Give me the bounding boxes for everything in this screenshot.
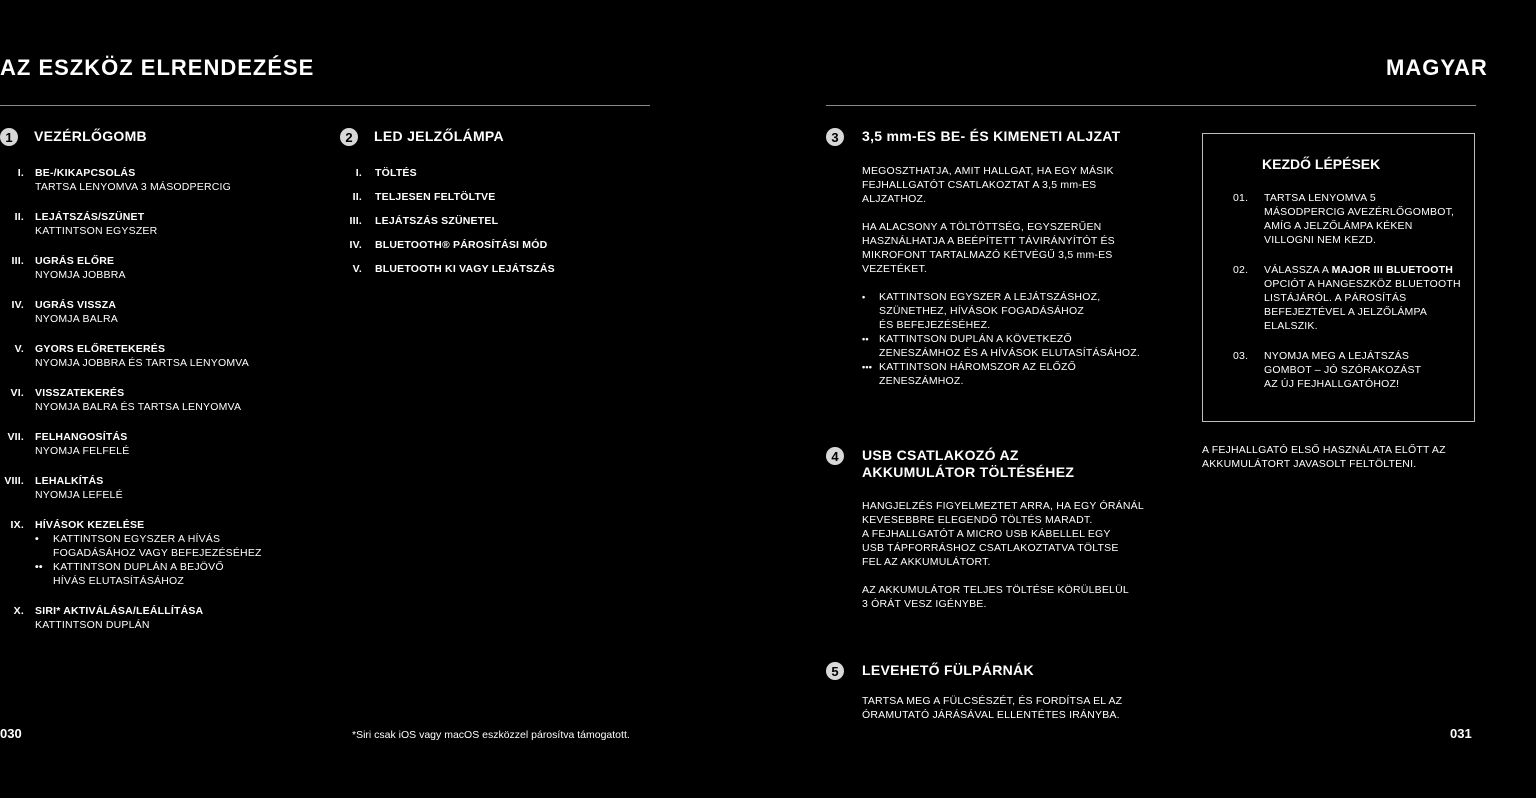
led-item (340, 166, 600, 180)
text-line: TARTSA MEG A FÜLCSÉSZÉT, ÉS FORDÍTSA EL AZ (862, 695, 1123, 707)
getting-started-title: KEZDŐ LÉPÉSEK (1262, 156, 1381, 172)
footnote: *Siri csak iOS vagy macOS eszközzel párosítva támogatott. (352, 729, 630, 741)
text-line: A FEJHALLGATÓT A MICRO USB KÁBELLEL EGY (862, 528, 1111, 540)
bullet-line: SZÜNETHEZ, HÍVÁSOK FOGADÁSÁHOZ (879, 305, 1084, 317)
text-line: USB TÁPFORRÁSHOZ CSATLAKOZTATVA TÖLTSE (862, 542, 1119, 554)
text-line: AZ AKKUMULÁTOR TELJES TÖLTÉSE KÖRÜLBELÜL (862, 584, 1129, 596)
roman-numeral: IV. (349, 239, 362, 251)
bullet-dot: •• (862, 334, 869, 344)
text-line: NYOMJA MEG A LEJÁTSZÁS (1264, 350, 1410, 362)
siri-item (0, 604, 300, 632)
text-line: AKKUMULÁTORT JAVASOLT FELTÖLTENI. (1202, 458, 1417, 470)
text-line: BEFEJEZTÉVEL A JELZŐLÁMPA (1264, 306, 1428, 318)
led-label: TELJESEN FELTÖLTVE (375, 191, 496, 203)
item-title: LEHALKÍTÁS (35, 475, 104, 487)
section-number-5: 5 (826, 662, 844, 680)
step-2 (1203, 263, 1473, 333)
right-page-number: 031 (1450, 726, 1472, 741)
control-item (0, 430, 300, 458)
bullet-line: ZENESZÁMHOZ ÉS A HÍVÁSOK ELUTASÍTÁSÁHOZ. (879, 347, 1141, 359)
charge-note (1202, 443, 1482, 471)
control-item (0, 210, 300, 238)
text-line: ÓRAMUTATÓ JÁRÁSÁVAL ELLENTÉTES IRÁNYBA. (862, 709, 1120, 721)
text-line: LISTÁJÁRÓL. A PÁROSÍTÁS (1264, 292, 1407, 304)
text-line: 3 ÓRÁT VESZ IGÉNYBE. (862, 598, 987, 610)
led-header (340, 128, 600, 146)
jack-bullet (862, 290, 1156, 332)
roman-numeral: I. (355, 167, 362, 179)
step-number: 02. (1233, 264, 1249, 276)
usb-section (826, 447, 1156, 625)
item-title: SIRI* AKTIVÁLÁSA/LEÁLLÍTÁSA (35, 605, 204, 617)
left-page-title: AZ ESZKÖZ ELRENDEZÉSE (0, 55, 315, 80)
led-label: TÖLTÉS (375, 167, 417, 179)
text-line: FEJHALLGATÓT CSATLAKOZTAT A 3,5 mm-ES (862, 179, 1097, 191)
roman-numeral: IV. (11, 299, 24, 311)
text-line (1264, 263, 1473, 277)
bullet-line: KATTINTSON HÁROMSZOR AZ ELŐZŐ (879, 361, 1076, 373)
section-number-4: 4 (826, 447, 844, 465)
roman-numeral: VII. (7, 431, 24, 443)
led-item (340, 262, 600, 276)
item-desc: NYOMJA JOBBRA (35, 269, 126, 281)
bullet-line: KATTINTSON EGYSZER A HÍVÁS (53, 533, 221, 545)
item-desc: NYOMJA FELFELÉ (35, 445, 130, 457)
item-title: GYORS ELŐRETEKERÉS (35, 343, 166, 355)
led-item (340, 214, 600, 228)
text-line: HA ALACSONY A TÖLTÖTTSÉG, EGYSZERŰEN (862, 221, 1102, 233)
item-desc: NYOMJA BALRA (35, 313, 118, 325)
bullet-dot: ••• (862, 362, 873, 372)
text-line: ALJZATHOZ. (862, 193, 927, 205)
text-line: HASZNÁLHATJA A BEÉPÍTETT TÁVIRÁNYÍTÓT ÉS (862, 235, 1115, 247)
roman-numeral: I. (17, 167, 24, 179)
bullet-line: HÍVÁS ELUTASÍTÁSÁHOZ (53, 575, 184, 587)
text-line: AZ ÚJ FEJHALLGATÓHOZ! (1264, 378, 1400, 390)
control-header (0, 128, 300, 146)
bullet-line: KATTINTSON EGYSZER A LEJÁTSZÁSHOZ, (879, 291, 1101, 303)
jack-paragraph-1 (862, 164, 1156, 206)
bullet-line: KATTINTSON DUPLÁN A KÖVETKEZŐ (879, 333, 1072, 345)
text-line: VEZETÉKET. (862, 263, 928, 275)
item-title: BE-/KIKAPCSOLÁS (35, 167, 136, 179)
text-line: MIKROFONT TARTALMAZÓ KÉTVÉGŰ 3,5 mm-ES (862, 249, 1113, 261)
led-label: BLUETOOTH® PÁROSÍTÁSI MÓD (375, 239, 548, 251)
step-3 (1203, 349, 1473, 391)
text-line: A FEJHALLGATÓ ELSŐ HASZNÁLATA ELŐTT AZ (1202, 444, 1446, 456)
step-number: 03. (1233, 350, 1249, 362)
cushions-paragraph (826, 694, 1156, 722)
control-item (0, 474, 300, 502)
jack-title: 3,5 mm-ES BE- ÉS KIMENETI ALJZAT (862, 128, 1121, 144)
control-item (0, 298, 300, 326)
cushions-section (826, 662, 1156, 722)
usb-paragraph-1 (862, 499, 1156, 569)
item-title: UGRÁS VISSZA (35, 299, 117, 311)
text-line: ELALSZIK. (1264, 320, 1318, 332)
item-desc: KATTINTSON DUPLÁN (35, 619, 150, 631)
cushions-header (826, 662, 1156, 680)
text-line: KEVESEBBRE ELEGENDŐ TÖLTÉS MARADT. (862, 514, 1093, 526)
bullet-dot: • (862, 292, 866, 302)
text-line: MEGOSZTHATJA, AMIT HALLGAT, HA EGY MÁSIK (862, 165, 1114, 177)
text-line: MÁSODPERCIG AVEZÉRLŐGOMBOT, (1264, 206, 1455, 218)
roman-numeral: III. (11, 255, 24, 267)
section-number-3: 3 (826, 128, 844, 146)
item-desc: NYOMJA BALRA ÉS TARTSA LENYOMVA (35, 401, 242, 413)
roman-numeral: IX. (10, 519, 24, 531)
bullet-line: KATTINTSON DUPLÁN A BEJÖVŐ (53, 561, 224, 573)
jack-paragraph-2 (862, 220, 1156, 276)
calls-bullet (35, 560, 300, 588)
roman-numeral: III. (349, 215, 362, 227)
text-line: OPCIÓT A HANGESZKÖZ BLUETOOTH (1264, 278, 1461, 290)
bullet-line: ZENESZÁMHOZ. (879, 375, 964, 387)
bullet-dot: •• (35, 561, 43, 573)
roman-numeral: V. (352, 263, 362, 275)
cushions-title: LEVEHETŐ FÜLPÁRNÁK (862, 662, 1034, 678)
bullet-dot: • (35, 533, 39, 545)
usb-header (826, 447, 1156, 481)
item-desc: TARTSA LENYOMVA 3 MÁSODPERCIG (35, 181, 232, 193)
product-name: MAJOR III BLUETOOTH (1331, 264, 1454, 276)
item-title: VISSZATEKERÉS (35, 387, 125, 399)
step-number: 01. (1233, 192, 1249, 204)
led-label: BLUETOOTH KI VAGY LEJÁTSZÁS (375, 263, 555, 275)
text-line: AMÍG A JELZŐLÁMPA KÉKEN (1264, 220, 1413, 232)
text-line: HANGJELZÉS FIGYELMEZTET ARRA, HA EGY ÓRÁNÁL (862, 500, 1144, 512)
control-item (0, 386, 300, 414)
item-title: FELHANGOSÍTÁS (35, 431, 128, 443)
getting-started-box (1202, 133, 1475, 422)
roman-numeral: II. (352, 191, 362, 203)
text-line: GOMBOT – JÓ SZÓRAKOZÁST (1264, 364, 1422, 376)
left-divider (0, 105, 650, 106)
item-desc: NYOMJA LEFELÉ (35, 489, 123, 501)
left-page-number: 030 (0, 726, 22, 741)
control-section (0, 128, 300, 648)
jack-header (826, 128, 1156, 146)
control-item (0, 342, 300, 370)
item-title: HÍVÁSOK KEZELÉSE (35, 519, 145, 531)
roman-numeral: X. (13, 605, 24, 617)
control-title: VEZÉRLŐGOMB (34, 128, 147, 144)
item-title: UGRÁS ELŐRE (35, 255, 115, 267)
bullet-line: ÉS BEFEJEZÉSÉHEZ. (879, 319, 991, 331)
step-prefix: VÁLASSZA A (1264, 264, 1332, 276)
text-line: VILLOGNI NEM KEZD. (1264, 234, 1377, 246)
roman-numeral: VIII. (4, 475, 24, 487)
led-section (340, 128, 600, 286)
calls-bullet (35, 532, 300, 560)
section-number-2: 2 (340, 128, 358, 146)
roman-numeral: VI. (10, 387, 24, 399)
control-item (0, 254, 300, 282)
usb-title-line: AKKUMULÁTOR TÖLTÉSÉHEZ (862, 464, 1075, 480)
jack-bullet (862, 332, 1156, 360)
step-1 (1203, 191, 1473, 247)
usb-title-line: USB CSATLAKOZÓ AZ (862, 447, 1019, 463)
led-item (340, 190, 600, 204)
roman-numeral: II. (14, 211, 24, 223)
right-page-title: MAGYAR (1386, 55, 1488, 80)
text-line: FEL AZ AKKUMULÁTORT. (862, 556, 991, 568)
usb-title (862, 447, 1074, 481)
item-title: LEJÁTSZÁS/SZÜNET (35, 211, 145, 223)
led-label: LEJÁTSZÁS SZÜNETEL (375, 215, 499, 227)
control-item (0, 166, 300, 194)
roman-numeral: V. (14, 343, 24, 355)
section-number-1: 1 (0, 128, 18, 146)
jack-bullet (862, 360, 1156, 388)
text-line: TARTSA LENYOMVA 5 (1264, 192, 1376, 204)
bullet-line: FOGADÁSÁHOZ VAGY BEFEJEZÉSÉHEZ (53, 547, 262, 559)
calls-item (0, 518, 300, 588)
right-divider (826, 105, 1476, 106)
item-desc: KATTINTSON EGYSZER (35, 225, 158, 237)
item-desc: NYOMJA JOBBRA ÉS TARTSA LENYOMVA (35, 357, 249, 369)
led-title: LED JELZŐLÁMPA (374, 128, 504, 144)
led-item (340, 238, 600, 252)
jack-section (826, 128, 1156, 388)
usb-paragraph-2 (862, 583, 1156, 611)
